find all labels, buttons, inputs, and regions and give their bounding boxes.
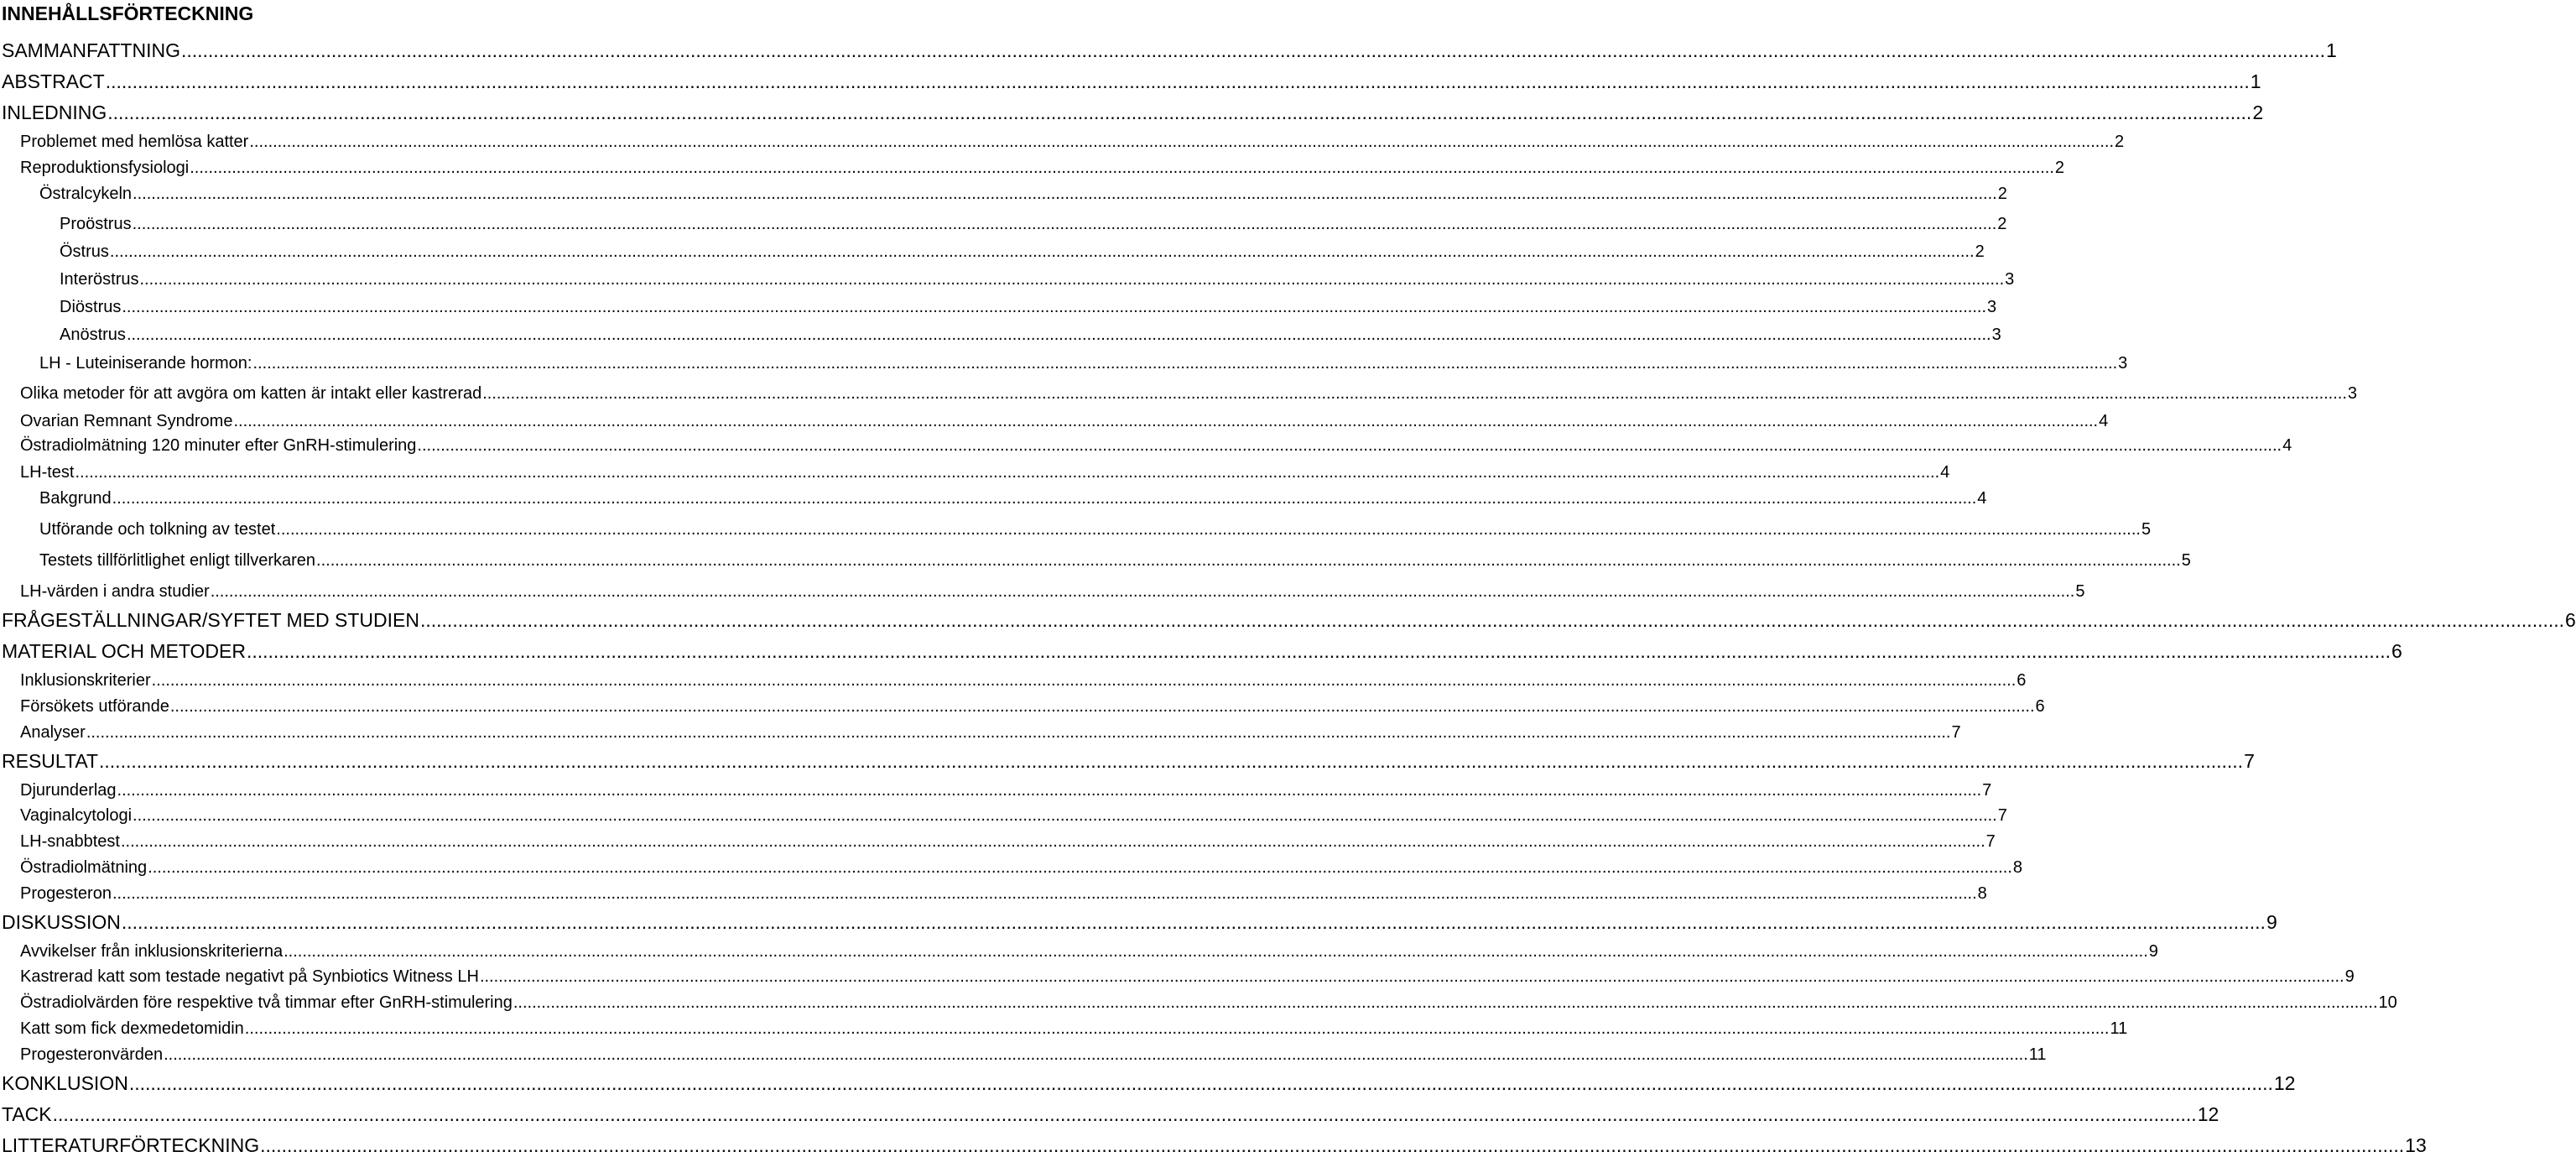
toc-entry[interactable] [2, 639, 2402, 663]
toc-dot-leader: ................................................................................................................................................................................................................................................................................................................................................................................................................ [417, 436, 2282, 455]
toc-entry-label: Analyser [20, 723, 86, 742]
toc-entry-page-number: 7 [1985, 832, 1996, 851]
toc-entry-page-number: 6 [2017, 671, 2027, 690]
toc-dot-leader: ................................................................................................................................................................................................................................................................................................................................................................................................................ [479, 967, 2344, 986]
toc-entry-page-number: 11 [2028, 1045, 2047, 1064]
toc-entry[interactable] [20, 411, 2109, 431]
toc-entry-page-number: 13 [2405, 1134, 2427, 1156]
toc-entry-page-number: 5 [2141, 520, 2152, 539]
toc-dot-leader: ................................................................................................................................................................................................................................................................................................................................................................................................................ [190, 159, 2054, 177]
toc-entry-label: Djurunderlag [20, 781, 117, 800]
toc-dot-leader: ................................................................................................................................................................................................................................................................................................................................................................................................................ [169, 697, 2035, 716]
toc-entry-label: LH-snabbtest [20, 832, 120, 851]
toc-entry[interactable] [20, 158, 2065, 178]
toc-entry[interactable] [2, 1134, 2427, 1157]
toc-dot-leader: ................................................................................................................................................................................................................................................................................................................................................................................................................ [244, 1019, 2110, 1038]
toc-entry[interactable] [20, 941, 2158, 962]
toc-dot-leader: ................................................................................................................................................................................................................................................................................................................................................................................................................ [121, 911, 2266, 933]
toc-dot-leader: ................................................................................................................................................................................................................................................................................................................................................................................................................ [513, 993, 2378, 1012]
toc-dot-leader: ................................................................................................................................................................................................................................................................................................................................................................................................................ [132, 215, 1997, 233]
toc-dot-leader: ................................................................................................................................................................................................................................................................................................................................................................................................................ [126, 326, 1991, 344]
toc-entry-label: ABSTRACT [2, 70, 105, 92]
toc-entry-page-number: 4 [1940, 463, 1950, 482]
toc-entry[interactable] [39, 550, 2191, 571]
toc-dot-leader: ................................................................................................................................................................................................................................................................................................................................................................................................................ [75, 463, 1940, 482]
toc-dot-leader: ................................................................................................................................................................................................................................................................................................................................................................................................................ [99, 750, 2244, 772]
toc-entry-page-number: 11 [2110, 1019, 2128, 1038]
toc-entry-label: KONKLUSION [2, 1072, 128, 1094]
toc-dot-leader: ................................................................................................................................................................................................................................................................................................................................................................................................................ [233, 412, 2099, 430]
toc-dot-leader: ................................................................................................................................................................................................................................................................................................................................................................................................................ [316, 551, 2181, 570]
toc-entry[interactable] [20, 670, 2027, 691]
toc-entry-page-number: 2 [1997, 185, 2007, 203]
toc-entry-page-number: 3 [1991, 326, 2001, 344]
toc-entry-label: MATERIAL OCH METODER [2, 640, 246, 662]
toc-entry[interactable] [2, 1102, 2220, 1126]
toc-entry-page-number: 4 [2282, 436, 2292, 455]
toc-entry-page-number: 5 [2075, 582, 2085, 601]
toc-entry[interactable] [20, 1019, 2128, 1039]
toc-entry-page-number: 3 [2005, 270, 2015, 289]
toc-entry-label: Avvikelser från inklusionskriterierna [20, 942, 284, 961]
toc-dot-leader: ................................................................................................................................................................................................................................................................................................................................................................................................................ [249, 133, 2114, 151]
toc-entry-page-number: 7 [2244, 750, 2255, 772]
toc-entry-label: Olika metoder för att avgöra om katten är intakt eller kastrerad [20, 384, 482, 403]
toc-dot-leader: ................................................................................................................................................................................................................................................................................................................................................................................................................ [133, 185, 1997, 203]
toc-dot-leader: ................................................................................................................................................................................................................................................................................................................................................................................................................ [112, 884, 1977, 903]
toc-dot-leader: ................................................................................................................................................................................................................................................................................................................................................................................................................ [276, 520, 2141, 539]
toc-entry-label: Östradiolvärden före respektive två timmar efter GnRH-stimulering [20, 993, 513, 1012]
toc-entry-page-number: 12 [2197, 1103, 2220, 1125]
toc-dot-leader: ................................................................................................................................................................................................................................................................................................................................................................................................................ [105, 70, 2250, 92]
toc-entry-label: Kastrerad katt som testade negativt på Synbiotics Witness LH [20, 967, 479, 986]
toc-entry[interactable] [2, 1071, 2296, 1095]
toc-entry-page-number: 2 [1975, 242, 1985, 261]
toc-entry-label: Reproduktionsfysiologi [20, 159, 190, 177]
toc-entry-page-number: 3 [2118, 354, 2128, 373]
toc-entry-label: Östradiolmätning 120 minuter efter GnRH-stimulering [20, 436, 417, 455]
toc-entry[interactable] [20, 696, 2045, 717]
toc-entry-page-number: 9 [2148, 942, 2158, 961]
toc-entry-label: INLEDNING [2, 102, 107, 123]
toc-entry-page-number: 2 [2054, 159, 2065, 177]
toc-dot-leader: ................................................................................................................................................................................................................................................................................................................................................................................................................ [482, 384, 2347, 403]
toc-entry-page-number: 4 [2099, 412, 2109, 430]
toc-entry[interactable] [39, 184, 2007, 204]
toc-entry[interactable] [20, 831, 1996, 852]
toc-dot-leader: ................................................................................................................................................................................................................................................................................................................................................................................................................ [107, 102, 2252, 123]
toc-entry[interactable] [2, 39, 2337, 62]
toc-entry-page-number: 8 [2012, 858, 2022, 877]
toc-entry-label: Försökets utförande [20, 697, 169, 716]
toc-entry-page-number: 5 [2181, 551, 2191, 570]
toc-dot-leader: ................................................................................................................................................................................................................................................................................................................................................................................................................ [122, 298, 1987, 316]
toc-dot-leader: ................................................................................................................................................................................................................................................................................................................................................................................................................ [260, 1134, 2405, 1156]
toc-entry[interactable] [20, 435, 2292, 456]
toc-entry-label: Interöstrus [60, 270, 139, 289]
toc-entry[interactable] [20, 132, 2125, 152]
toc-entry-label: Östrus [60, 242, 109, 261]
toc-entry-page-number: 9 [2266, 911, 2277, 933]
toc-entry[interactable] [20, 1045, 2047, 1065]
toc-entry-label: SAMMANFATTNING [2, 39, 180, 61]
toc-entry-page-number: 7 [1997, 806, 2007, 825]
toc-entry-page-number: 7 [1982, 781, 1992, 800]
toc-entry-label: Progesteron [20, 884, 112, 903]
toc-entry-label: Progesteronvärden [20, 1045, 164, 1064]
toc-entry[interactable] [60, 325, 2001, 345]
toc-entry[interactable] [20, 581, 2085, 602]
toc-dot-leader: ................................................................................................................................................................................................................................................................................................................................................................................................................ [112, 489, 1977, 508]
toc-dot-leader: ................................................................................................................................................................................................................................................................................................................................................................................................................ [164, 1045, 2028, 1064]
toc-entry-page-number: 6 [2035, 697, 2045, 716]
toc-entry[interactable] [20, 883, 1987, 904]
toc-entry-page-number: 6 [2391, 640, 2402, 662]
toc-entry[interactable] [39, 519, 2152, 539]
toc-entry-label: LH-värden i andra studier [20, 582, 210, 601]
toc-entry-page-number: 2 [2252, 102, 2264, 123]
toc-entry[interactable] [60, 214, 2007, 234]
toc-title: INNEHÅLLSFÖRTECKNING [2, 3, 254, 24]
toc-entry[interactable] [20, 383, 2358, 404]
toc-dot-leader: ................................................................................................................................................................................................................................................................................................................................................................................................................ [419, 609, 2565, 631]
toc-entry[interactable] [20, 462, 1950, 482]
toc-entry[interactable] [2, 608, 2576, 632]
toc-dot-leader: ................................................................................................................................................................................................................................................................................................................................................................................................................ [128, 1072, 2273, 1094]
toc-dot-leader: ................................................................................................................................................................................................................................................................................................................................................................................................................ [120, 832, 1985, 851]
toc-entry-page-number: 3 [2347, 384, 2358, 403]
toc-entry-label: Bakgrund [39, 489, 112, 508]
toc-entry-label: Diöstrus [60, 298, 122, 316]
toc-entry-label: Proöstrus [60, 215, 132, 233]
toc-entry[interactable] [20, 780, 1992, 800]
toc-dot-leader: ................................................................................................................................................................................................................................................................................................................................................................................................................ [252, 354, 2118, 373]
toc-entry-page-number: 12 [2273, 1072, 2296, 1094]
toc-entry[interactable] [20, 722, 1961, 743]
toc-entry-page-number: 7 [1951, 723, 1961, 742]
toc-entry-page-number: 2 [2115, 133, 2125, 151]
toc-entry[interactable] [2, 749, 2255, 773]
toc-entry-page-number: 1 [2250, 70, 2261, 92]
toc-dot-leader: ................................................................................................................................................................................................................................................................................................................................................................................................................ [246, 640, 2391, 662]
toc-entry-page-number: 2 [1997, 215, 2007, 233]
toc-entry[interactable] [2, 910, 2277, 934]
toc-entry-label: Utförande och tolkning av testet [39, 520, 276, 539]
toc-entry-page-number: 6 [2565, 609, 2576, 631]
toc-entry-label: LH - Luteiniserande hormon: [39, 354, 252, 373]
toc-entry[interactable] [20, 967, 2355, 987]
toc-entry[interactable] [39, 488, 1987, 508]
toc-entry-page-number: 4 [1977, 489, 1987, 508]
toc-dot-leader: ................................................................................................................................................................................................................................................................................................................................................................................................................ [180, 39, 2326, 61]
toc-entry-page-number: 8 [1977, 884, 1987, 903]
toc-entry-label: FRÅGESTÄLLNINGAR/SYFTET MED STUDIEN [2, 609, 419, 631]
toc-entry[interactable] [20, 857, 2022, 878]
toc-entry-label: Testets tillförlitlighet enligt tillverkaren [39, 551, 316, 570]
toc-dot-leader: ................................................................................................................................................................................................................................................................................................................................................................................................................ [151, 671, 2017, 690]
toc-entry[interactable] [20, 993, 2397, 1013]
toc-entry-label: Östradiolmätning [20, 858, 148, 877]
toc-entry[interactable] [60, 297, 1997, 317]
toc-entry[interactable] [2, 70, 2261, 93]
toc-entry-label: Problemet med hemlösa katter [20, 133, 249, 151]
toc-entry[interactable] [20, 805, 2007, 826]
toc-dot-leader: ................................................................................................................................................................................................................................................................................................................................................................................................................ [133, 806, 1997, 825]
toc-dot-leader: ................................................................................................................................................................................................................................................................................................................................................................................................................ [86, 723, 1951, 742]
toc-entry-label: LITTERATURFÖRTECKNING [2, 1134, 260, 1156]
toc-entry[interactable] [39, 353, 2128, 373]
toc-dot-leader: ................................................................................................................................................................................................................................................................................................................................................................................................................ [210, 582, 2075, 601]
toc-entry-label: Östralcykeln [39, 185, 133, 203]
toc-entry-label: Inklusionskriterier [20, 671, 151, 690]
toc-entry[interactable] [60, 242, 1985, 262]
toc-entry-page-number: 9 [2344, 967, 2355, 986]
toc-entry[interactable] [2, 101, 2264, 124]
toc-entry-label: RESULTAT [2, 750, 99, 772]
toc-entry-label: Vaginalcytologi [20, 806, 133, 825]
toc-dot-leader: ................................................................................................................................................................................................................................................................................................................................................................................................................ [139, 270, 2005, 289]
toc-entry-label: Katt som fick dexmedetomidin [20, 1019, 244, 1038]
toc-dot-leader: ................................................................................................................................................................................................................................................................................................................................................................................................................ [109, 242, 1975, 261]
toc-entry-label: Anöstrus [60, 326, 126, 344]
toc-entry-label: LH-test [20, 463, 75, 482]
toc-dot-leader: ................................................................................................................................................................................................................................................................................................................................................................................................................ [148, 858, 2012, 877]
toc-dot-leader: ................................................................................................................................................................................................................................................................................................................................................................................................................ [284, 942, 2148, 961]
toc-entry[interactable] [60, 269, 2015, 289]
toc-entry-page-number: 3 [1987, 298, 1997, 316]
toc-dot-leader: ................................................................................................................................................................................................................................................................................................................................................................................................................ [52, 1103, 2197, 1125]
toc-dot-leader: ................................................................................................................................................................................................................................................................................................................................................................................................................ [117, 781, 1982, 800]
toc-entry-label: Ovarian Remnant Syndrome [20, 412, 233, 430]
toc-entry-page-number: 1 [2326, 39, 2337, 61]
toc-entry-label: TACK [2, 1103, 52, 1125]
toc-entry-page-number: 10 [2378, 993, 2397, 1012]
toc-entry-label: DISKUSSION [2, 911, 121, 933]
